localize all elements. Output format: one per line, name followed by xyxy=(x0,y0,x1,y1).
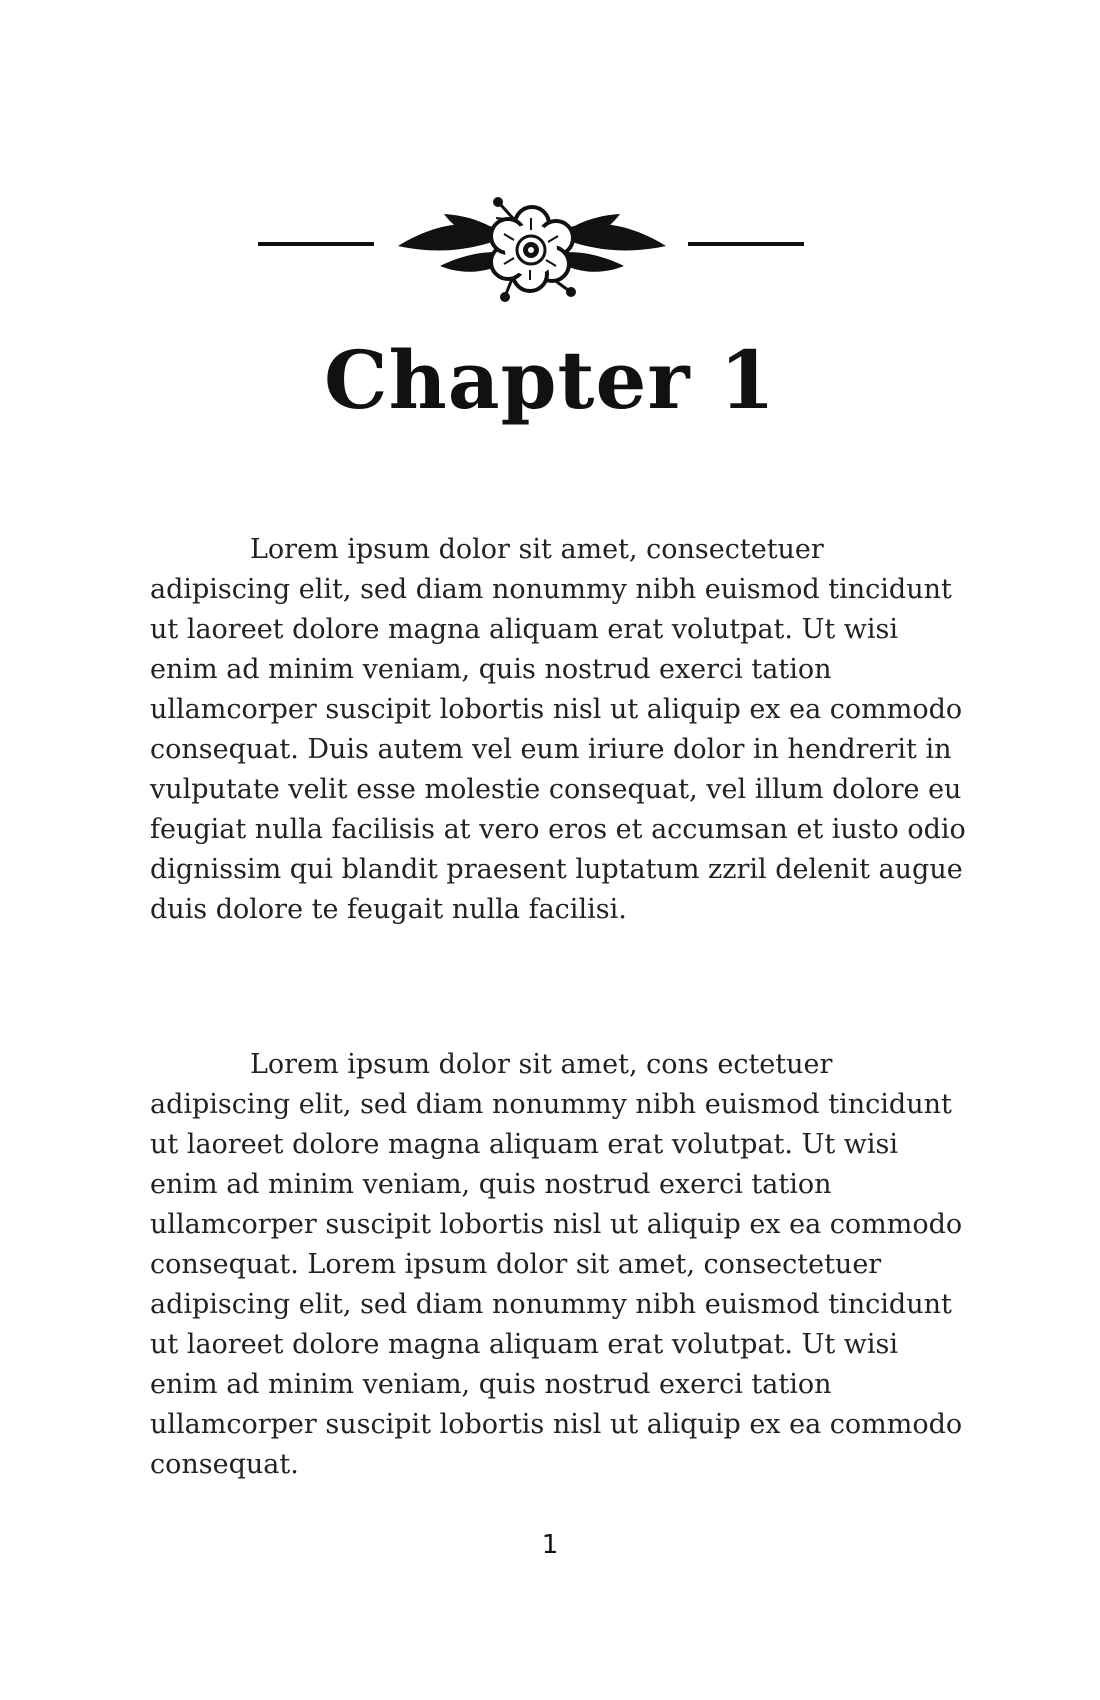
page-number: 1 xyxy=(541,1530,559,1560)
paragraph-1: Lorem ipsum dolor sit amet, consectetuer adipiscing elit, sed diam nonummy nibh euismod tincidunt ut laoreet dolore magna aliquam erat volutpat. Ut wisi enim ad minim veniam, quis nostrud exerci tation ullamcorper suscipit lobortis nisl ut aliquip ex ea commodo consequat. Duis autem vel eum iriure dolor in hendrerit in vulputate velit esse molestie consequat, vel illum dolore eu feugiat nulla facilisis at vero eros et accumsan et iusto odio dignissim qui blandit praesent luptatum zzril delenit augue duis dolore te feugait nulla facilisi. xyxy=(150,534,966,925)
chapter-title: Chapter 1 xyxy=(323,333,777,427)
paragraph-2: Lorem ipsum dolor sit amet, cons ectetuer adipiscing elit, sed diam nonummy nibh euismod tincidunt ut laoreet dolore magna aliquam erat volutpat. Ut wisi enim ad minim veniam, quis nostrud exerci tation ullamcorper suscipit lobortis nisl ut aliquip ex ea commodo consequat. Lorem ipsum dolor sit amet, consectetuer adipiscing elit, sed diam nonummy nibh euismod tincidunt ut laoreet dolore magna aliquam erat volutpat. Ut wisi enim ad minim veniam, quis nostrud exerci tation ullamcorper suscipit lobortis nisl ut aliquip ex ea commodo consequat. xyxy=(150,1049,963,1480)
floral-divider-icon xyxy=(0,190,1100,320)
